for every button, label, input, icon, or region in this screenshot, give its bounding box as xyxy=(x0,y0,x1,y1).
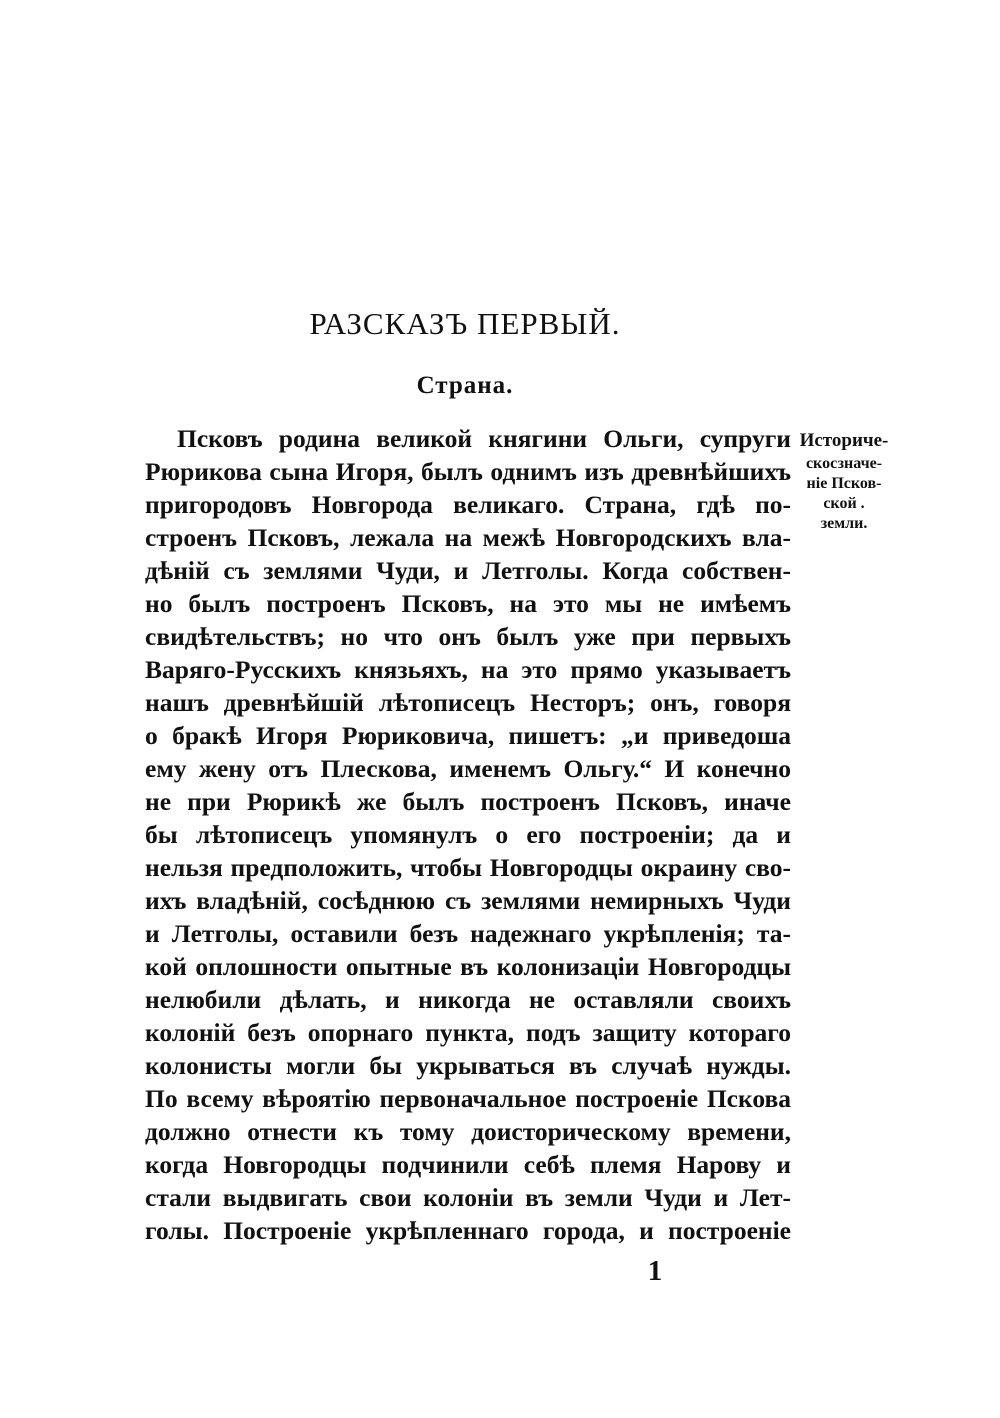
text-line: строенъ Псковъ, лежала на межѣ Новгородскихъ вла- xyxy=(145,523,791,552)
text-line: колоній безъ опорнаго пункта, подъ защиту котораго xyxy=(145,1018,791,1047)
body-paragraph xyxy=(145,422,791,1247)
page-number: 1 xyxy=(647,1255,663,1287)
marginal-note-line: земли. xyxy=(820,515,868,532)
text-line: должно отнести къ тому доисторическому времени, xyxy=(145,1117,791,1146)
text-line: и Летголы, оставили безъ надежнаго укрѣпленія; та- xyxy=(145,919,791,948)
text-line: дѣній съ землями Чуди, и Летголы. Когда собствен- xyxy=(145,556,791,585)
text-line: голы. Построеніе укрѣпленнаго города, и построеніе xyxy=(145,1216,791,1245)
text-line: кой оплошности опытные въ колонизаціи Новгородцы xyxy=(145,952,791,981)
text-line: не при Рюрикѣ же былъ построенъ Псковъ, иначе xyxy=(145,787,791,816)
marginal-note xyxy=(794,428,894,534)
text-line: Рюрикова сына Игоря, былъ однимъ изъ древнѣйшихъ xyxy=(145,457,791,486)
text-line: когда Новгородцы подчинили себѣ племя Нарову и xyxy=(145,1150,791,1179)
text-line: свидѣтельствъ; но что онъ былъ уже при первыхъ xyxy=(145,622,791,651)
text-line: бы лѣтописецъ упомянулъ о его построеніи; да и xyxy=(145,820,791,849)
text-line: ему жену отъ Плескова, именемъ Ольгу.“ И конечно xyxy=(145,754,791,783)
marginal-note-line: ніе Псков- xyxy=(806,475,882,492)
text-line: ихъ владѣній, сосѣднюю съ землями немирныхъ Чуди xyxy=(145,886,791,915)
text-line: нелюбили дѣлать, и никогда не оставляли своихъ xyxy=(145,985,791,1014)
chapter-title: РАЗСКАЗЪ ПЕРВЫЙ. xyxy=(309,306,621,341)
marginal-note-line: скосзначе- xyxy=(805,455,883,472)
text-line: но былъ построенъ Псковъ, на это мы не имѣемъ xyxy=(145,589,791,618)
text-line: нашъ древнѣйшій лѣтописецъ Несторъ; онъ, говоря xyxy=(145,688,791,717)
marginal-note-line: Историче- xyxy=(799,430,889,451)
text-line: колонисты могли бы укрываться въ случаѣ нужды. xyxy=(145,1051,791,1080)
marginal-note-line: ской . xyxy=(823,495,865,512)
text-line: Псковъ родина великой княгини Ольги, супруги xyxy=(177,424,791,453)
text-line: нельзя предположить, чтобы Новгородцы окраину сво- xyxy=(145,853,791,882)
section-title: Страна. xyxy=(416,372,514,399)
text-line: пригородовъ Новгорода великаго. Страна, гдѣ по- xyxy=(145,490,791,519)
text-line: стали выдвигать свои колоніи въ земли Чуди и Лет- xyxy=(145,1183,791,1212)
text-line: о бракѣ Игоря Рюриковича, пишетъ: „и приведоша xyxy=(145,721,791,750)
text-line: Варяго-Русскихъ князьяхъ, на это прямо указываетъ xyxy=(145,655,791,684)
text-line: По всему вѣроятію первоначальное построеніе Пскова xyxy=(145,1084,791,1113)
